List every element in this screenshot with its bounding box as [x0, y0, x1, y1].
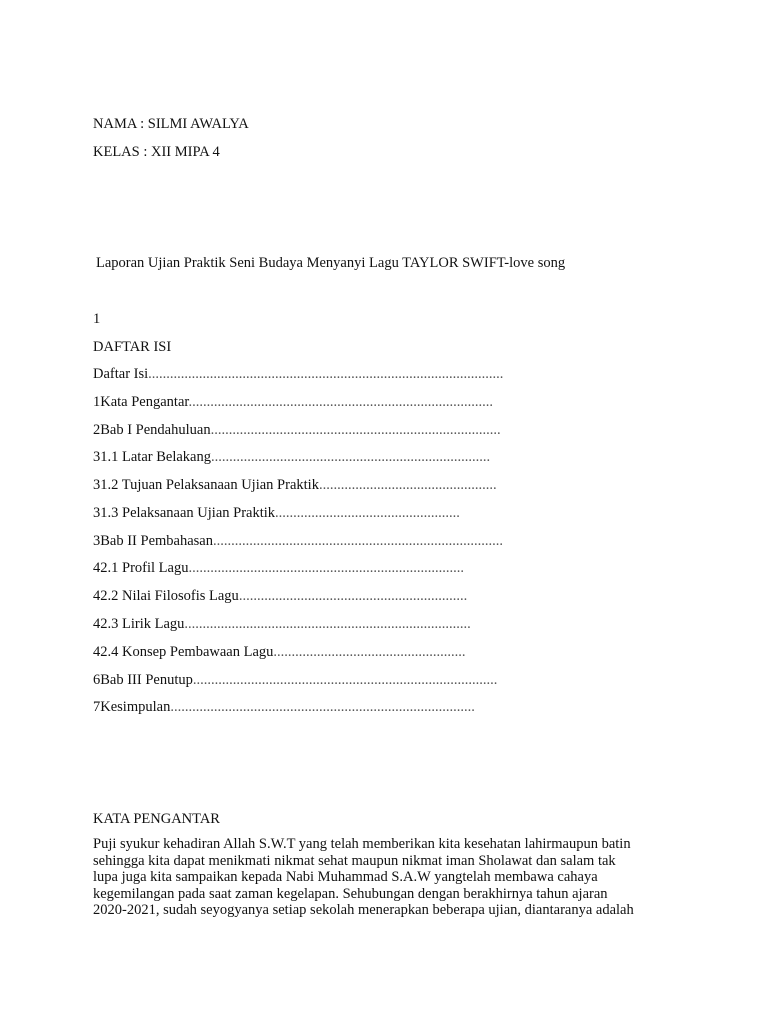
toc-entry [93, 698, 475, 716]
toc-entry [93, 448, 490, 466]
toc-entry-text: 1Kata Pengantar [93, 394, 189, 410]
toc-entry [93, 393, 493, 411]
toc-entry [93, 643, 466, 661]
toc-leader-dots: ............................................................... [238, 588, 468, 604]
student-name: NAMA : SILMI AWALYA [93, 116, 249, 132]
student-class: KELAS : XII MIPA 4 [93, 144, 220, 160]
toc-entry-text: Daftar Isi [93, 366, 149, 382]
toc-entry-text: 42.1 Profil Lagu [93, 560, 189, 576]
toc-leader-dots: ................................................. [318, 477, 497, 493]
toc-entry-text: 6Bab III Penutup [93, 672, 193, 688]
kata-pengantar-heading: KATA PENGANTAR [93, 811, 220, 827]
toc-leader-dots: .................................................................................................. [148, 366, 504, 382]
paragraph-line: lupa juga kita sampaikan kepada Nabi Muhammad S.A.W yangtelah membawa cahaya [93, 869, 598, 885]
page-number: 1 [93, 311, 101, 327]
toc-entry-text: 2Bab I Pendahuluan [93, 422, 211, 438]
toc-entry [93, 532, 503, 550]
toc-entry [93, 671, 497, 689]
toc-leader-dots: ............................................................................ [188, 560, 464, 576]
toc-entry [93, 476, 497, 494]
toc-leader-dots: .................................................................................... [170, 699, 475, 715]
paragraph-line: Puji syukur kehadiran Allah S.W.T yang telah memberikan kita kesehatan lahirmaupun batin [93, 836, 631, 852]
toc-entry [93, 587, 467, 605]
toc-entry-text: 3Bab II Pembahasan [93, 533, 213, 549]
toc-heading: DAFTAR ISI [93, 339, 172, 355]
toc-entry-text: 31.3 Pelaksanaan Ujian Praktik [93, 505, 276, 521]
paragraph-line: sehingga kita dapat menikmati nikmat sehat maupun nikmat iman Sholawat dan salam tak [93, 852, 616, 869]
toc-leader-dots: .................................................................................... [192, 672, 498, 688]
toc-leader-dots: ............................................................................... [184, 616, 471, 632]
toc-leader-dots: ............................................................................. [210, 449, 491, 465]
toc-entry [93, 504, 460, 522]
toc-leader-dots: ................................................................................ [210, 422, 501, 438]
toc-entry-text: 42.3 Lirik Lagu [93, 616, 185, 632]
toc-entry [93, 559, 464, 577]
kata-pengantar-paragraph [93, 836, 673, 919]
toc-entry [93, 421, 501, 439]
toc-leader-dots: ................................................... [275, 505, 460, 521]
toc-leader-dots: .................................................................................... [188, 394, 493, 410]
toc-leader-dots: ................................................................................ [213, 533, 503, 549]
toc-entry-text: 42.4 Konsep Pembawaan Lagu [93, 644, 274, 660]
report-title: Laporan Ujian Praktik Seni Budaya Menyanyi Lagu TAYLOR SWIFT-love song [96, 255, 566, 271]
toc-entry-text: 31.2 Tujuan Pelaksanaan Ujian Praktik [93, 477, 319, 493]
paragraph-line: 2020-2021, sudah seyogyanya setiap sekolah menerapkan beberapa ujian, diantaranya adalah [93, 902, 634, 918]
toc-entry-text: 42.2 Nilai Filosofis Lagu [93, 588, 239, 604]
paragraph-line: kegemilangan pada saat zaman kegelapan. Sehubungan dengan berakhirnya tahun ajaran [93, 885, 608, 902]
toc-entry [93, 615, 471, 633]
toc-leader-dots: ..................................................... [273, 644, 466, 660]
toc-entry-text: 31.1 Latar Belakang [93, 449, 211, 465]
toc-entry-text: 7Kesimpulan [93, 699, 171, 715]
toc-entry [93, 365, 503, 383]
